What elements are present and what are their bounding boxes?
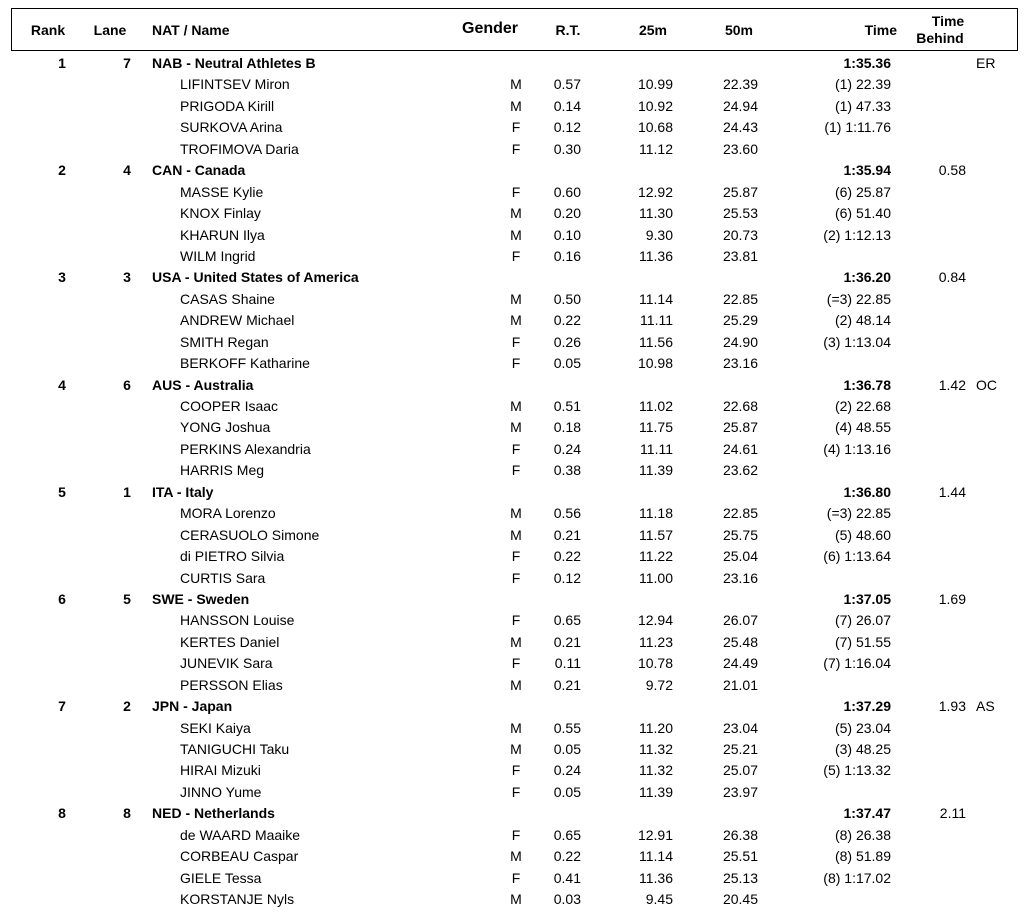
swimmer-gender: F [511,869,521,886]
swimmer-gender: F [511,247,521,264]
cumulative-time: (8) 1:17.02 [823,869,891,886]
team-row [0,267,1024,288]
header-gender: Gender [461,20,519,37]
split-25m: 11.36 [639,247,673,264]
split-25m: 11.22 [639,548,673,565]
time-behind: 1.42 [938,376,966,393]
split-50m: 25.13 [722,869,758,886]
split-50m: 22.85 [722,290,758,307]
split-50m: 25.48 [722,633,758,650]
reaction-time: 0.24 [553,440,581,457]
split-25m: 11.39 [639,783,673,800]
swimmer-name: di PIETRO Silvia [180,548,285,565]
swimmer-row [0,396,1024,417]
swimmer-gender: F [511,333,521,350]
swimmer-gender: F [511,548,521,565]
swimmer-gender: F [511,140,521,157]
swimmer-gender: F [511,440,521,457]
header-nat-name: NAT / Name [152,22,230,38]
reaction-time: 0.65 [553,612,581,629]
team-row [0,482,1024,503]
swimmer-name: SURKOVA Arina [180,119,283,136]
swimmer-name: HANSSON Louise [180,612,295,629]
split-25m: 10.92 [637,97,673,114]
cumulative-time: (2) 22.68 [834,398,891,414]
swimmer-name: KHARUN Ilya [180,226,265,243]
swimmer-gender: F [511,826,521,843]
swimmer-name: CERASUOLO Simone [180,526,320,543]
swimmer-gender: M [510,676,522,693]
swimmer-gender: M [510,226,522,243]
team-name: AUS - Australia [152,376,254,393]
team-row [0,803,1024,824]
cumulative-time: (7) 51.55 [834,633,891,650]
team-time: 1:36.20 [843,269,891,286]
cumulative-time: (2) 48.14 [834,312,891,329]
split-50m: 25.75 [722,526,758,543]
swimmer-row [0,182,1024,203]
swimmer-name: MASSE Kylie [180,183,264,200]
swimmer-row [0,868,1024,889]
split-25m: 11.23 [639,633,673,650]
reaction-time: 0.51 [553,398,581,414]
split-25m: 12.92 [637,183,673,200]
time-behind: 0.84 [938,269,966,286]
swimmer-gender: F [511,462,521,479]
swimmer-name: BERKOFF Katharine [180,355,310,372]
swimmer-row [0,525,1024,546]
swimmer-row [0,460,1024,481]
split-25m: 9.72 [645,676,673,693]
reaction-time: 0.50 [553,290,581,307]
split-50m: 24.94 [722,97,758,114]
cumulative-time: (=3) 22.85 [826,505,891,522]
split-25m: 12.94 [637,612,673,629]
split-50m: 20.45 [722,891,758,908]
swimmer-row [0,289,1024,310]
header-25m: 25m [638,22,668,38]
swimmer-gender: M [510,505,522,522]
swimmer-row [0,782,1024,803]
split-25m: 11.11 [640,312,673,329]
split-50m: 25.21 [722,741,758,757]
swimmer-row [0,568,1024,589]
swimmer-row [0,439,1024,460]
swimmer-name: CURTIS Sara [180,569,266,586]
split-50m: 25.53 [722,205,758,222]
swimmer-name: COOPER Isaac [180,398,279,414]
reaction-time: 0.65 [553,826,581,843]
split-50m: 24.43 [722,119,758,136]
cumulative-time: (3) 1:13.04 [823,333,891,350]
reaction-time: 0.22 [553,548,581,565]
swimmer-row [0,889,1024,910]
split-25m: 12.91 [637,826,673,843]
swimmer-name: TROFIMOVA Daria [180,140,299,157]
split-25m: 11.56 [639,333,673,350]
swimmer-gender: F [511,569,521,586]
cumulative-time: (7) 1:16.04 [823,655,891,672]
cumulative-time: (1) 1:11.76 [824,119,891,136]
split-50m: 24.90 [722,333,758,350]
team-rank: 1 [58,55,66,71]
split-25m: 10.68 [637,119,673,136]
team-time: 1:36.80 [843,483,891,500]
reaction-time: 0.21 [553,526,581,543]
swimmer-gender: M [510,719,522,736]
cumulative-time: (6) 1:13.64 [823,548,891,565]
split-25m: 11.14 [639,848,673,865]
swimmer-name: KORSTANJE Nyls [180,891,295,908]
header-time-behind-line1: Time [931,13,965,29]
swimmer-row [0,310,1024,331]
swimmer-gender: M [510,848,522,865]
team-lane: 3 [123,269,131,286]
reaction-time: 0.55 [553,719,581,736]
team-time: 1:35.94 [843,162,891,179]
swimmer-gender: M [510,526,522,543]
reaction-time: 0.18 [553,419,581,436]
reaction-time: 0.41 [553,869,581,886]
cumulative-time: (4) 48.55 [834,419,891,436]
split-25m: 11.30 [639,205,673,222]
swimmer-gender: M [510,891,522,908]
time-behind: 2.11 [939,805,966,822]
team-time: 1:37.29 [843,698,891,715]
swimmer-gender: F [511,183,521,200]
cumulative-time: (2) 1:12.13 [823,226,891,243]
cumulative-time: (6) 51.40 [834,205,891,222]
reaction-time: 0.21 [553,676,581,693]
cumulative-time: (3) 48.25 [834,741,891,757]
swimmer-gender: M [510,312,522,329]
swimmer-name: ANDREW Michael [180,312,295,329]
swimmer-name: KERTES Daniel [180,633,280,650]
record-badge: OC [976,376,997,393]
split-25m: 10.98 [637,355,673,372]
swimmer-row [0,653,1024,674]
swimmer-row [0,503,1024,524]
header-rt: R.T. [555,22,581,38]
swimmer-name: HARRIS Meg [180,462,265,479]
header-rank: Rank [30,22,66,38]
split-25m: 11.18 [639,505,673,522]
split-25m: 11.20 [639,719,673,736]
reaction-time: 0.12 [553,569,581,586]
reaction-time: 0.22 [553,848,581,865]
cumulative-time: (=3) 22.85 [826,290,891,307]
time-behind: 0.58 [938,162,966,179]
split-25m: 11.11 [640,440,673,457]
swimmer-name: JUNEVIK Sara [180,655,273,672]
cumulative-time: (5) 1:13.32 [823,762,891,779]
reaction-time: 0.05 [553,355,581,372]
split-25m: 11.36 [639,869,673,886]
reaction-time: 0.21 [553,633,581,650]
split-50m: 22.85 [722,505,758,522]
split-25m: 11.32 [639,762,673,779]
split-25m: 9.45 [645,891,673,908]
swimmer-name: YONG Joshua [180,419,271,436]
swimmer-row [0,825,1024,846]
team-rank: 3 [58,269,66,286]
team-lane: 5 [123,590,131,607]
team-lane: 6 [123,376,131,393]
header-time-behind-line2: Behind [916,30,964,46]
swimmer-gender: M [510,290,522,307]
reaction-time: 0.60 [553,183,581,200]
team-name: JPN - Japan [152,698,233,715]
split-50m: 22.68 [722,398,758,414]
split-50m: 25.51 [722,848,758,865]
split-25m: 11.00 [639,569,673,586]
swimmer-row [0,846,1024,867]
reaction-time: 0.24 [553,762,581,779]
team-rank: 4 [58,376,66,393]
cumulative-time: (7) 26.07 [834,612,891,629]
record-badge: AS [976,698,995,715]
swimmer-name: de WAARD Maaike [180,826,301,843]
split-25m: 11.39 [639,462,673,479]
swimmer-row [0,246,1024,267]
swimmer-name: CASAS Shaine [180,290,275,307]
split-50m: 23.97 [722,783,758,800]
cumulative-time: (8) 51.89 [834,848,891,865]
split-50m: 21.01 [722,676,758,693]
swimmer-row [0,96,1024,117]
team-name: USA - United States of America [152,269,359,286]
swimmer-name: KNOX Finlay [180,205,261,222]
split-50m: 25.04 [722,548,758,565]
team-row [0,696,1024,717]
swimmer-row [0,139,1024,160]
swimmer-row [0,353,1024,374]
header-50m: 50m [724,22,754,38]
split-25m: 11.32 [639,741,673,757]
swimmer-name: LIFINTSEV Miron [180,76,290,93]
team-rank: 5 [58,483,66,500]
swimmer-name: GIELE Tessa [180,869,262,886]
swimmer-row [0,203,1024,224]
reaction-time: 0.22 [553,312,581,329]
split-25m: 11.57 [639,526,673,543]
reaction-time: 0.10 [553,226,581,243]
swimmer-name: TANIGUCHI Taku [180,741,290,757]
split-50m: 23.04 [722,719,758,736]
swimmer-row [0,632,1024,653]
cumulative-time: (5) 23.04 [834,719,891,736]
split-50m: 23.62 [722,462,758,479]
swimmer-gender: F [511,655,521,672]
swimmer-row [0,760,1024,781]
cumulative-time: (8) 26.38 [834,826,891,843]
swimmer-gender: M [510,398,522,414]
split-50m: 25.87 [722,183,758,200]
reaction-time: 0.38 [553,462,581,479]
swimmer-name: CORBEAU Caspar [180,848,299,865]
time-behind: 1.93 [938,698,966,715]
swimmer-gender: M [510,741,522,757]
reaction-time: 0.11 [554,655,581,672]
swimmer-gender: M [510,633,522,650]
split-25m: 11.14 [639,290,673,307]
swimmer-gender: M [510,97,522,114]
swimmer-name: JINNO Yume [180,783,262,800]
team-lane: 1 [123,483,131,500]
cumulative-time: (4) 1:13.16 [823,440,891,457]
swimmer-name: WILM Ingrid [180,247,256,264]
team-rank: 8 [58,805,66,822]
team-time: 1:35.36 [843,55,891,71]
split-25m: 11.75 [639,419,673,436]
split-50m: 23.16 [722,355,758,372]
swimmer-row [0,74,1024,95]
team-lane: 2 [123,698,131,715]
swimmer-gender: F [511,612,521,629]
swimmer-row [0,117,1024,138]
team-lane: 4 [123,162,131,179]
swimmer-name: HIRAI Mizuki [180,762,261,779]
swimmer-gender: F [511,355,521,372]
cumulative-time: (1) 47.33 [834,97,891,114]
split-25m: 9.30 [645,226,673,243]
split-50m: 20.73 [722,226,758,243]
cumulative-time: (1) 22.39 [834,76,891,93]
team-name: CAN - Canada [152,162,246,179]
split-50m: 24.49 [722,655,758,672]
swimmer-gender: M [510,76,522,93]
swimmer-row [0,718,1024,739]
swimmer-gender: F [511,783,521,800]
swimmer-name: PRIGODA Kirill [180,97,275,114]
split-50m: 26.07 [722,612,758,629]
team-time: 1:37.05 [843,590,891,607]
header-lane: Lane [93,22,127,38]
team-name: ITA - Italy [152,483,214,500]
time-behind: 1.69 [938,590,966,607]
swimmer-row [0,332,1024,353]
team-rank: 6 [58,590,66,607]
reaction-time: 0.05 [553,783,581,800]
reaction-time: 0.16 [553,247,581,264]
reaction-time: 0.57 [553,76,581,93]
split-25m: 11.02 [639,398,673,414]
split-50m: 23.60 [722,140,758,157]
split-25m: 10.99 [637,76,673,93]
swimmer-gender: M [510,205,522,222]
results-body [0,53,1024,911]
reaction-time: 0.12 [553,119,581,136]
team-row [0,160,1024,181]
split-50m: 25.29 [722,312,758,329]
swimmer-row [0,675,1024,696]
cumulative-time: (6) 25.87 [834,183,891,200]
reaction-time: 0.26 [553,333,581,350]
swimmer-name: PERKINS Alexandria [180,440,311,457]
split-25m: 11.12 [639,140,673,157]
reaction-time: 0.05 [553,741,581,757]
reaction-time: 0.14 [553,97,581,114]
split-50m: 26.38 [722,826,758,843]
swimmer-row [0,739,1024,760]
swimmer-row [0,225,1024,246]
team-name: SWE - Sweden [152,590,250,607]
split-50m: 25.87 [722,419,758,436]
split-50m: 23.81 [722,247,758,264]
swimmer-gender: M [510,419,522,436]
team-lane: 7 [123,55,131,71]
team-time: 1:37.47 [843,805,891,822]
swimmer-row [0,417,1024,438]
reaction-time: 0.30 [553,140,581,157]
split-50m: 23.16 [722,569,758,586]
split-50m: 24.61 [722,440,758,457]
reaction-time: 0.20 [553,205,581,222]
team-name: NAB - Neutral Athletes B [152,55,316,71]
split-50m: 25.07 [722,762,758,779]
time-behind: 1.44 [938,483,966,500]
team-row [0,375,1024,396]
swimmer-name: SEKI Kaiya [180,719,251,736]
team-row [0,53,1024,74]
table-header [11,8,1018,51]
reaction-time: 0.56 [553,505,581,522]
record-badge: ER [976,55,996,71]
header-time: Time [864,22,897,38]
team-row [0,589,1024,610]
swimmer-gender: F [511,762,521,779]
swimmer-name: PERSSON Elias [180,676,283,693]
swimmer-gender: F [511,119,521,136]
team-rank: 2 [58,162,66,179]
reaction-time: 0.03 [553,891,581,908]
split-25m: 10.78 [637,655,673,672]
team-rank: 7 [58,698,66,715]
cumulative-time: (5) 48.60 [834,526,891,543]
swimmer-name: MORA Lorenzo [180,505,276,522]
swimmer-row [0,546,1024,567]
team-lane: 8 [123,805,131,822]
split-50m: 22.39 [722,76,758,93]
swimmer-row [0,610,1024,631]
team-time: 1:36.78 [843,376,891,393]
team-name: NED - Netherlands [152,805,275,822]
swimmer-name: SMITH Regan [180,333,269,350]
